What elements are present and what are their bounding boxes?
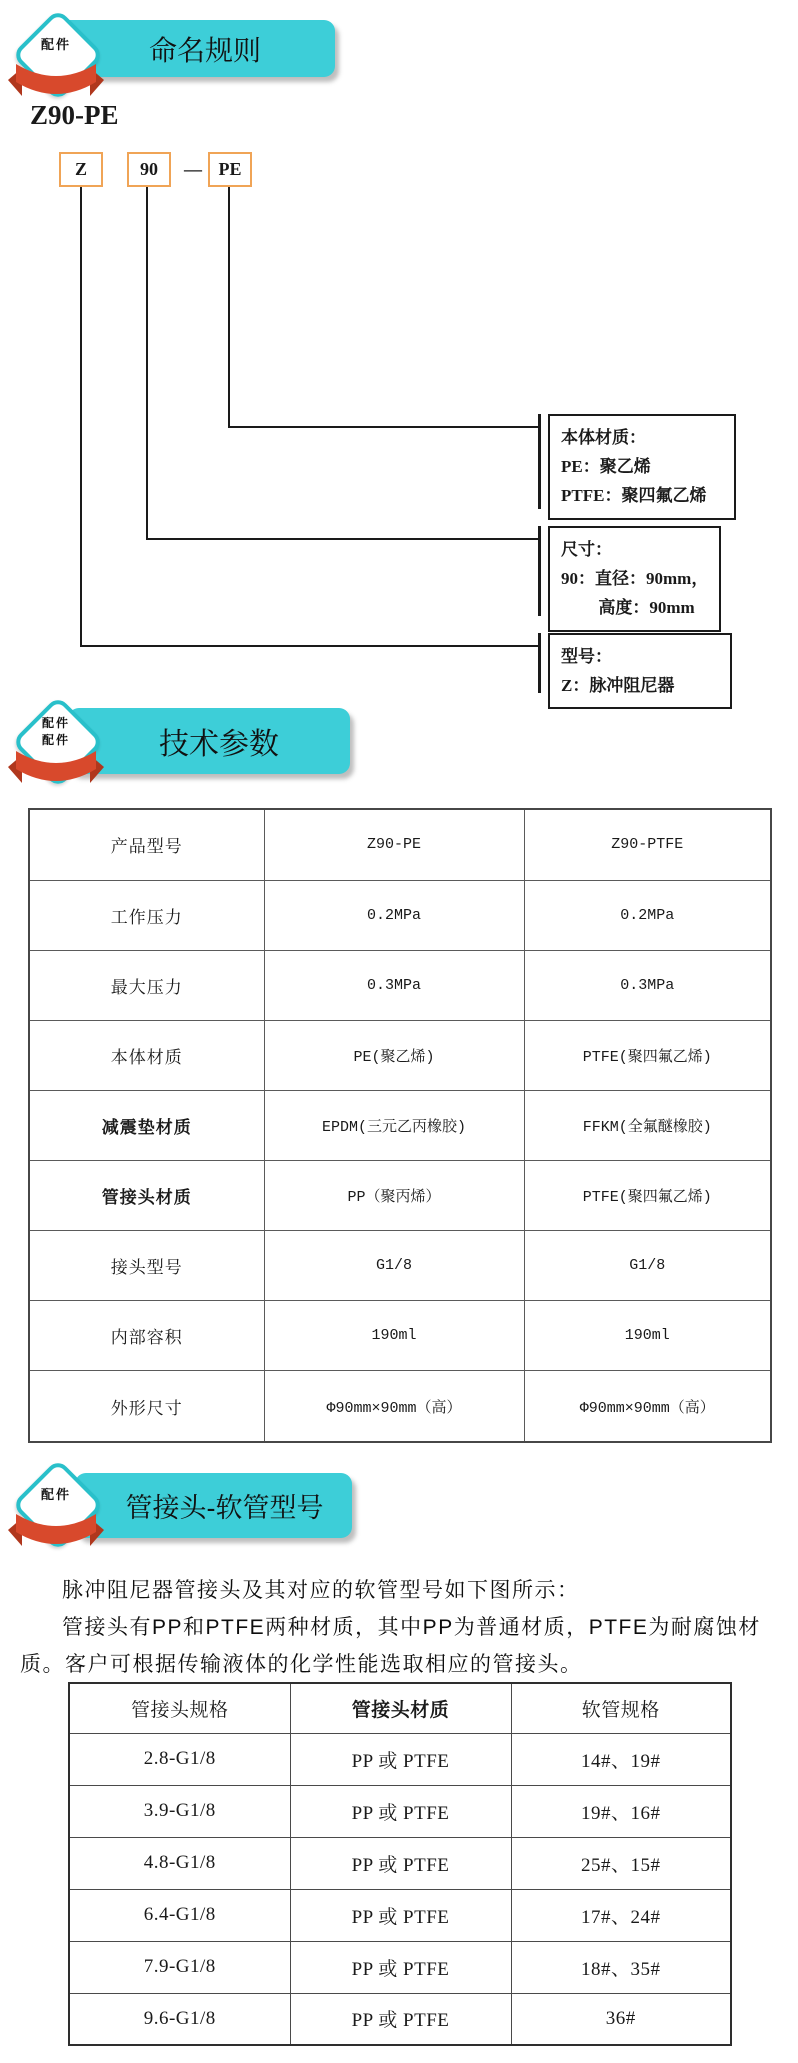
- hose-spec: 17#、24#: [511, 1889, 731, 1941]
- callout-line: PE：聚乙烯: [561, 457, 651, 477]
- param-label: 外形尺寸: [29, 1371, 264, 1442]
- intro-paragraphs: [20, 1572, 792, 1683]
- connector-line-pe-vertical: [228, 187, 230, 428]
- column-header: 软管规格: [511, 1683, 731, 1733]
- callout-line: PTFE：聚四氟乙烯: [561, 486, 707, 506]
- hose-spec: 36#: [511, 1993, 731, 2045]
- param-value: 0.3MPa: [264, 950, 524, 1020]
- callout-tick-material: [538, 414, 541, 509]
- param-value: 0.2MPa: [524, 880, 771, 950]
- param-value: PP（聚丙烯）: [264, 1161, 524, 1231]
- param-value: PTFE(聚四氟乙烯): [524, 1020, 771, 1090]
- banner-title: 技术参数: [159, 728, 279, 761]
- param-label: 最大压力: [29, 950, 264, 1020]
- connector-line-90-vertical: [146, 187, 148, 540]
- table-row: [69, 1837, 731, 1889]
- code-box-90: 90: [127, 152, 171, 187]
- param-value: Φ90mm×90mm（高）: [524, 1371, 771, 1442]
- table-row: [29, 1020, 771, 1090]
- fitting-material: PP 或 PTFE: [290, 1837, 511, 1889]
- param-value: EPDM(三元乙丙橡胶): [264, 1090, 524, 1160]
- connector-line-90-horizontal: [146, 538, 539, 540]
- table-row: [29, 1371, 771, 1442]
- param-value: G1/8: [524, 1231, 771, 1301]
- tech-params-banner: [68, 708, 350, 774]
- code-dash: —: [184, 159, 202, 179]
- table-row: [69, 1889, 731, 1941]
- table-row: [29, 1231, 771, 1301]
- badge-label: 配件: [40, 1486, 71, 1502]
- param-value: PE(聚乙烯): [264, 1020, 524, 1090]
- fitting-spec: 3.9-G1/8: [69, 1785, 290, 1837]
- param-value: G1/8: [264, 1231, 524, 1301]
- callout-body-material: [548, 414, 736, 520]
- connector-line-pe-horizontal: [228, 426, 539, 428]
- callout-tick-type: [538, 633, 541, 693]
- callout-size: [548, 526, 721, 632]
- param-value: 190ml: [264, 1301, 524, 1371]
- param-value: FFKM(全氟醚橡胶): [524, 1090, 771, 1160]
- param-label: 内部容积: [29, 1301, 264, 1371]
- tech-params-table: [28, 808, 772, 1443]
- fitting-material: PP 或 PTFE: [290, 1785, 511, 1837]
- param-label: 减震垫材质: [29, 1090, 264, 1160]
- fitting-spec: 6.4-G1/8: [69, 1889, 290, 1941]
- fitting-spec: 9.6-G1/8: [69, 1993, 290, 2045]
- connector-line-z-vertical: [80, 187, 82, 647]
- fitting-spec: 2.8-G1/8: [69, 1733, 290, 1785]
- table-row: [29, 1090, 771, 1160]
- param-value: Z90-PE: [264, 809, 524, 880]
- code-box-pe: PE: [208, 152, 252, 187]
- table-header-row: [69, 1683, 731, 1733]
- table-row: [69, 1941, 731, 1993]
- param-label: 本体材质: [29, 1020, 264, 1090]
- hose-spec: 19#、16#: [511, 1785, 731, 1837]
- param-value: 0.3MPa: [524, 950, 771, 1020]
- column-header: 管接头材质: [290, 1683, 511, 1733]
- fitting-material: PP 或 PTFE: [290, 1993, 511, 2045]
- param-value: Z90-PTFE: [524, 809, 771, 880]
- callout-tick-size: [538, 526, 541, 616]
- callout-model-type: [548, 633, 732, 709]
- banner-title: 管接头-软管型号: [125, 1493, 324, 1523]
- accessory-badge: [8, 6, 104, 106]
- fitting-material: PP 或 PTFE: [290, 1941, 511, 1993]
- banner-title: 命名规则: [148, 34, 261, 66]
- callout-line: 本体材质：: [561, 428, 646, 447]
- badge-label: 配件: [40, 36, 71, 52]
- table-row: [69, 1733, 731, 1785]
- paragraph: 脉冲阻尼器管接头及其对应的软管型号如下图所示：: [62, 1579, 580, 1602]
- paragraph: 管接头有PP和PTFE两种材质，其中PP为普通材质，PTFE为耐腐蚀材质。客户可根据传输液体的化学性能选取相应的管接头。: [20, 1616, 761, 1676]
- accessory-badge: [8, 1456, 104, 1556]
- callout-line: 90：直径：90mm，: [561, 569, 709, 589]
- table-row: [69, 1785, 731, 1837]
- callout-line: 型号：: [561, 647, 612, 666]
- table-row: [29, 1161, 771, 1231]
- param-label: 管接头材质: [29, 1161, 264, 1231]
- code-box-z: Z: [59, 152, 103, 187]
- model-code-title: Z90-PE: [30, 100, 119, 130]
- connector-line-z-horizontal: [80, 645, 539, 647]
- callout-line: 高度：90mm: [598, 598, 695, 618]
- param-value: Φ90mm×90mm（高）: [264, 1371, 524, 1442]
- param-label: 工作压力: [29, 880, 264, 950]
- param-label: 产品型号: [29, 809, 264, 880]
- table-row: [29, 1301, 771, 1371]
- table-row: [69, 1993, 731, 2045]
- hose-spec: 14#、19#: [511, 1733, 731, 1785]
- hose-spec: 18#、35#: [511, 1941, 731, 1993]
- table-row: [29, 950, 771, 1020]
- fitting-spec: 7.9-G1/8: [69, 1941, 290, 1993]
- badge-label: 配件 配件: [41, 715, 70, 747]
- table-row: [29, 809, 771, 880]
- table-row: [29, 880, 771, 950]
- fitting-hose-banner: [75, 1473, 352, 1538]
- param-label: 接头型号: [29, 1231, 264, 1301]
- fitting-material: PP 或 PTFE: [290, 1733, 511, 1785]
- param-value: 190ml: [524, 1301, 771, 1371]
- fitting-hose-table: [68, 1682, 732, 2046]
- callout-line: Z：脉冲阻尼器: [561, 676, 675, 696]
- param-value: 0.2MPa: [264, 880, 524, 950]
- fitting-material: PP 或 PTFE: [290, 1889, 511, 1941]
- column-header: 管接头规格: [69, 1683, 290, 1733]
- callout-line: 尺寸：: [561, 540, 612, 559]
- param-value: PTFE(聚四氟乙烯): [524, 1161, 771, 1231]
- hose-spec: 25#、15#: [511, 1837, 731, 1889]
- fitting-spec: 4.8-G1/8: [69, 1837, 290, 1889]
- accessory-badge: [8, 693, 104, 793]
